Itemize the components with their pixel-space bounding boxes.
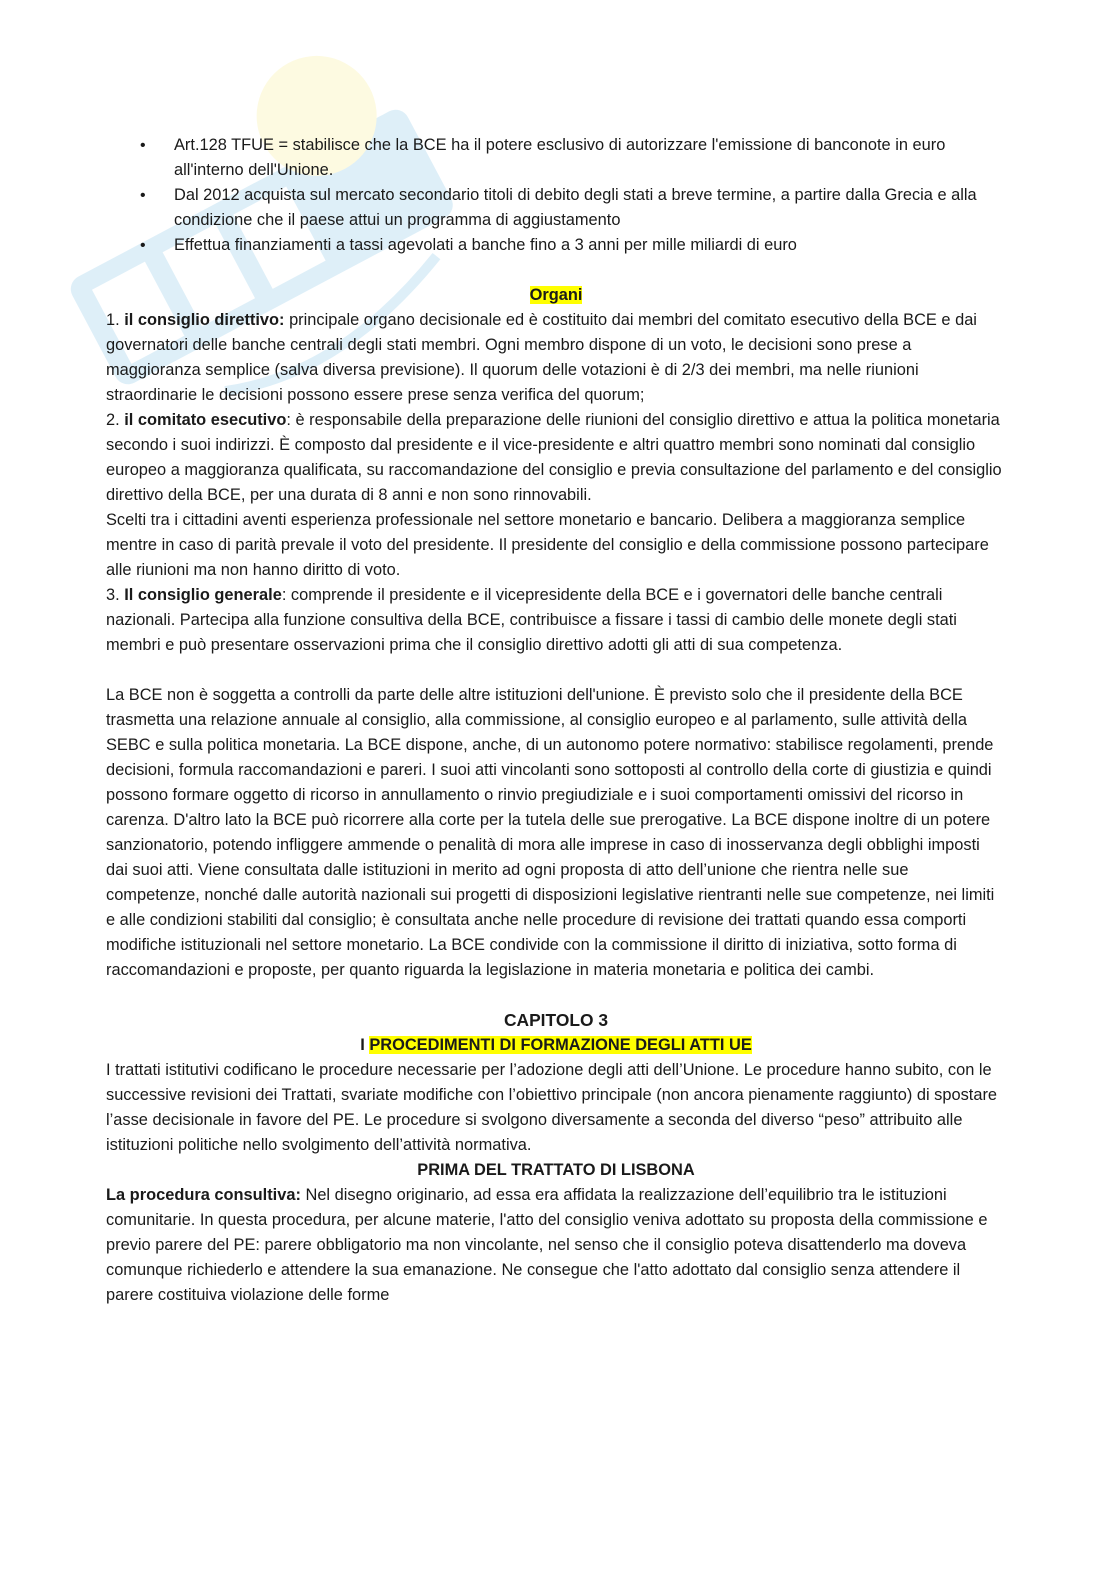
item-term: Il consiglio generale bbox=[124, 586, 282, 604]
subtitle-prefix: I bbox=[360, 1036, 370, 1054]
chapter-intro: I trattati istitutivi codificano le procedure necessarie per l’adozione degli atti dell’Unione. Le procedure hanno subito, con le successive revisioni dei Trattati, svariate modifiche con l’obiettivo principale (non ancora pienamente raggiunto) di spostare l’asse decisionale in favore del PE. Le procedure si svolgono diversamente a seconda del diverso “peso” attribuito alle istituzioni politiche nello svolgimento dell’attività normativa. bbox=[106, 1061, 998, 1154]
organi-item-2 bbox=[106, 408, 1006, 508]
organi-item-3 bbox=[106, 583, 1006, 658]
chapter-subtitle bbox=[106, 1033, 1006, 1058]
item-number: 1. bbox=[106, 311, 125, 329]
item-text: : è responsabile della preparazione delle riunioni del consiglio direttivo e attua la politica monetaria secondo i suoi indirizzi. È composto dal presidente e il vice-presidente e altri quattro membri sono nominati dal consiglio europeo a maggioranza qualificata, su raccomandazione del consiglio e previa consultazione del parlamento e del consiglio direttivo della BCE, per una durata di 8 anni e non sono rinnovabili. bbox=[106, 411, 1002, 504]
item-term: il consiglio direttivo: bbox=[124, 311, 285, 329]
chapter-title: CAPITOLO 3 bbox=[503, 1010, 609, 1030]
highlighted-subtitle: PROCEDIMENTI DI FORMAZIONE DEGLI ATTI UE bbox=[369, 1036, 752, 1054]
procedura-consultiva bbox=[106, 1183, 1006, 1308]
item-number: 2. bbox=[106, 411, 125, 429]
list-item: • Art.128 TFUE = stabilisce che la BCE ha il potere esclusivo di autorizzare l'emissione di banconote in euro all'interno dell'Unione. bbox=[106, 133, 1006, 183]
procedure-term: La procedura consultiva: bbox=[106, 1186, 301, 1204]
bullet-list bbox=[106, 133, 1006, 258]
list-item: • Dal 2012 acquista sul mercato secondario titoli di debito degli stati a breve termine, a partire dalla Grecia e alla condizione che il paese attui un programma di aggiustamento bbox=[106, 183, 1006, 233]
item-text: : comprende il presidente e il vicepresidente della BCE e i governatori delle banche centrali nazionali. Partecipa alla funzione consultiva della BCE, contribuisce a fissare i tassi di cambio delle monete degli stati membri e può presentare osservazioni prima che il consiglio direttivo adotti gli atti di sua competenza. bbox=[106, 586, 957, 654]
item-text: principale organo decisionale ed è costituito dai membri del comitato esecutivo della BCE e dai governatori delle banche centrali degli stati membri. Ogni membro dispone di un voto, le decisioni sono prese a maggioranza semplice (salva diversa previsione). Il quorum delle votazioni è di 2/3 dei membri, ma nelle riunioni straordinarie le decisioni possono essere prese senza verifica del quorum; bbox=[106, 311, 977, 404]
section-title: PRIMA DEL TRATTATO DI LISBONA bbox=[417, 1161, 695, 1179]
document-page bbox=[106, 133, 1006, 1308]
item-number: 3. bbox=[106, 586, 125, 604]
section-heading-organi bbox=[106, 283, 1006, 308]
bce-paragraph: La BCE non è soggetta a controlli da parte delle altre istituzioni dell'unione. È previsto solo che il presidente della BCE trasmetta una relazione annuale al consiglio, alla commissione, al consiglio europeo e al parlamento, sulle attività della SEBC e sulla politica monetaria. La BCE dispone, anche, di un autonomo potere normativo: stabilisce regolamenti, prende decisioni, formula raccomandazioni e pareri. I suoi atti vincolanti sono sottoposti al controllo della corte di giustizia e quindi possono formare oggetto di ricorso in annullamento o rinvio pregiudiziale e i suoi comportamenti omissivi del ricorso in carenza. D'altro lato la BCE può ricorrere alla corte per la tutela delle sue prerogative. La BCE dispone inoltre di un potere sanzionatorio, potendo infliggere ammende o penalità di mora alle imprese in caso di inosservanza degli obblighi imposti dai suoi atti. Viene consultata dalle istituzioni in merito ad ogni proposta di atto dell’unione che rientra nelle sue competenze, nonché dalle autorità nazionali sui progetti di disposizioni legislative rientranti nelle sue competenze, nei limiti e alle condizioni stabiliti dal consiglio; è consultata anche nelle procedure di revisione dei trattati quando essa comporti modifiche istituzionali nel settore monetario. La BCE condivide con la commissione il diritto di iniziativa, sotto forma di raccomandazioni e proposte, per quanto riguarda la legislazione in materia monetaria e politica dei cambi. bbox=[106, 686, 995, 979]
organi-item-1 bbox=[106, 308, 1006, 408]
highlighted-heading: Organi bbox=[529, 286, 583, 304]
list-item: • Effettua finanziamenti a tassi agevolati a banche fino a 3 anni per mille miliardi di euro bbox=[106, 233, 1006, 258]
procedure-text: Nel disegno originario, ad essa era affidata la realizzazione dell’equilibrio tra le istituzioni comunitarie. In questa procedura, per alcune materie, l'atto del consiglio veniva adottato su proposta della commissione e previo parere del PE: parere obbligatorio ma non vincolante, nel senso che il consiglio poteva disattenderlo ma doveva comunque richiederlo e attendere la sua emanazione. Ne consegue che l'atto adottato dal consiglio senza attendere il parere costituiva violazione delle forme bbox=[106, 1186, 988, 1304]
item-term: il comitato esecutivo bbox=[124, 411, 287, 429]
organi-item-2-extra: Scelti tra i cittadini aventi esperienza professionale nel settore monetario e bancario. Delibera a maggioranza semplice mentre in caso di parità prevale il voto del presidente. Il presidente del consiglio e della commissione possono partecipare alle riunioni ma non hanno diritto di voto. bbox=[106, 511, 989, 579]
